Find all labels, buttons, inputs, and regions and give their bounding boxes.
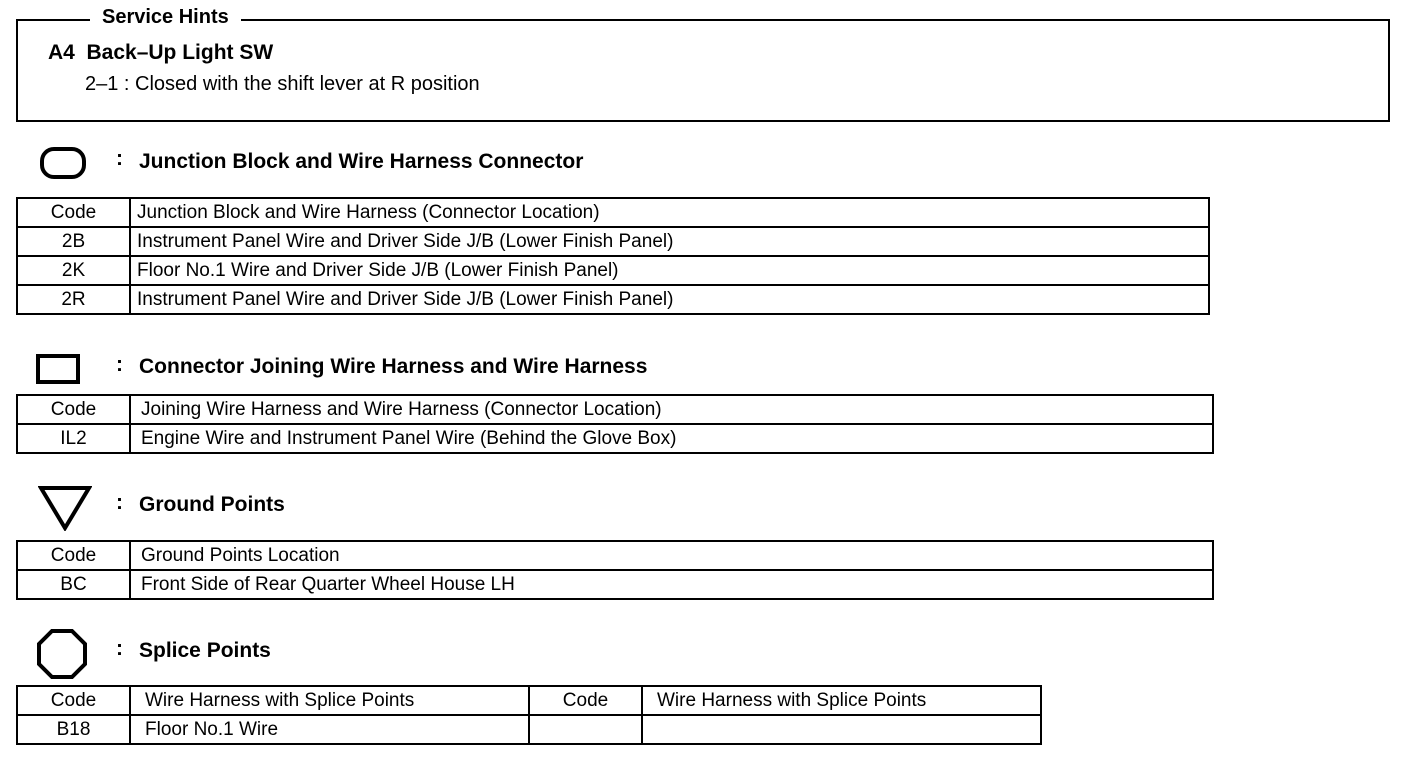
triangle-icon [38,485,92,531]
code-header: Code [17,686,130,715]
location-cell: Instrument Panel Wire and Driver Side J/B (Lower Finish Panel) [130,227,1209,256]
table-row [17,256,1209,285]
octagon-icon [36,628,88,680]
connector-title: Connector Joining Wire Harness and Wire Harness [139,355,648,378]
colon: : [116,491,123,514]
location-header: Ground Points Location [130,541,1213,570]
connector-table [16,394,1214,454]
ground-table [16,540,1214,600]
code-header: Code [17,198,130,227]
splice-table [16,685,1042,745]
table-row [17,424,1213,453]
wire-harness-header: Wire Harness with Splice Points [130,686,529,715]
colon: : [116,637,123,660]
location-cell: Floor No.1 Wire and Driver Side J/B (Lower Finish Panel) [130,256,1209,285]
code-header: Code [529,686,642,715]
location-cell: Engine Wire and Instrument Panel Wire (Behind the Glove Box) [130,424,1213,453]
service-hints-title: Service Hints [90,6,241,29]
location-cell: Front Side of Rear Quarter Wheel House LH [130,570,1213,599]
table-header-row [17,395,1213,424]
splice-title: Splice Points [139,639,271,662]
service-hints-box [16,19,1390,122]
table-row [17,570,1213,599]
hint-item: A4 Back–Up Light SW [48,41,274,64]
wire-harness-cell: Floor No.1 Wire [130,715,529,744]
ground-title: Ground Points [139,493,285,516]
hint-detail: 2–1 : Closed with the shift lever at R position [85,73,480,95]
code-cell: BC [17,570,130,599]
table-row [17,285,1209,314]
code-cell: 2K [17,256,130,285]
location-cell: Instrument Panel Wire and Driver Side J/B (Lower Finish Panel) [130,285,1209,314]
code-cell: B18 [17,715,130,744]
code-header: Code [17,395,130,424]
code-cell: 2R [17,285,130,314]
code-cell [529,715,642,744]
wire-harness-cell [642,715,1041,744]
table-header-row [17,198,1209,227]
location-header: Junction Block and Wire Harness (Connector Location) [130,198,1209,227]
location-header: Joining Wire Harness and Wire Harness (Connector Location) [130,395,1213,424]
table-header-row [17,686,1041,715]
table-row [17,715,1041,744]
rectangle-icon [36,354,80,384]
colon: : [116,147,123,170]
code-cell: IL2 [17,424,130,453]
colon: : [116,353,123,376]
rounded-rectangle-icon [40,147,86,179]
table-row [17,227,1209,256]
junction-title: Junction Block and Wire Harness Connector [139,150,584,173]
table-header-row [17,541,1213,570]
code-cell: 2B [17,227,130,256]
wire-harness-header: Wire Harness with Splice Points [642,686,1041,715]
junction-table [16,197,1210,315]
code-header: Code [17,541,130,570]
